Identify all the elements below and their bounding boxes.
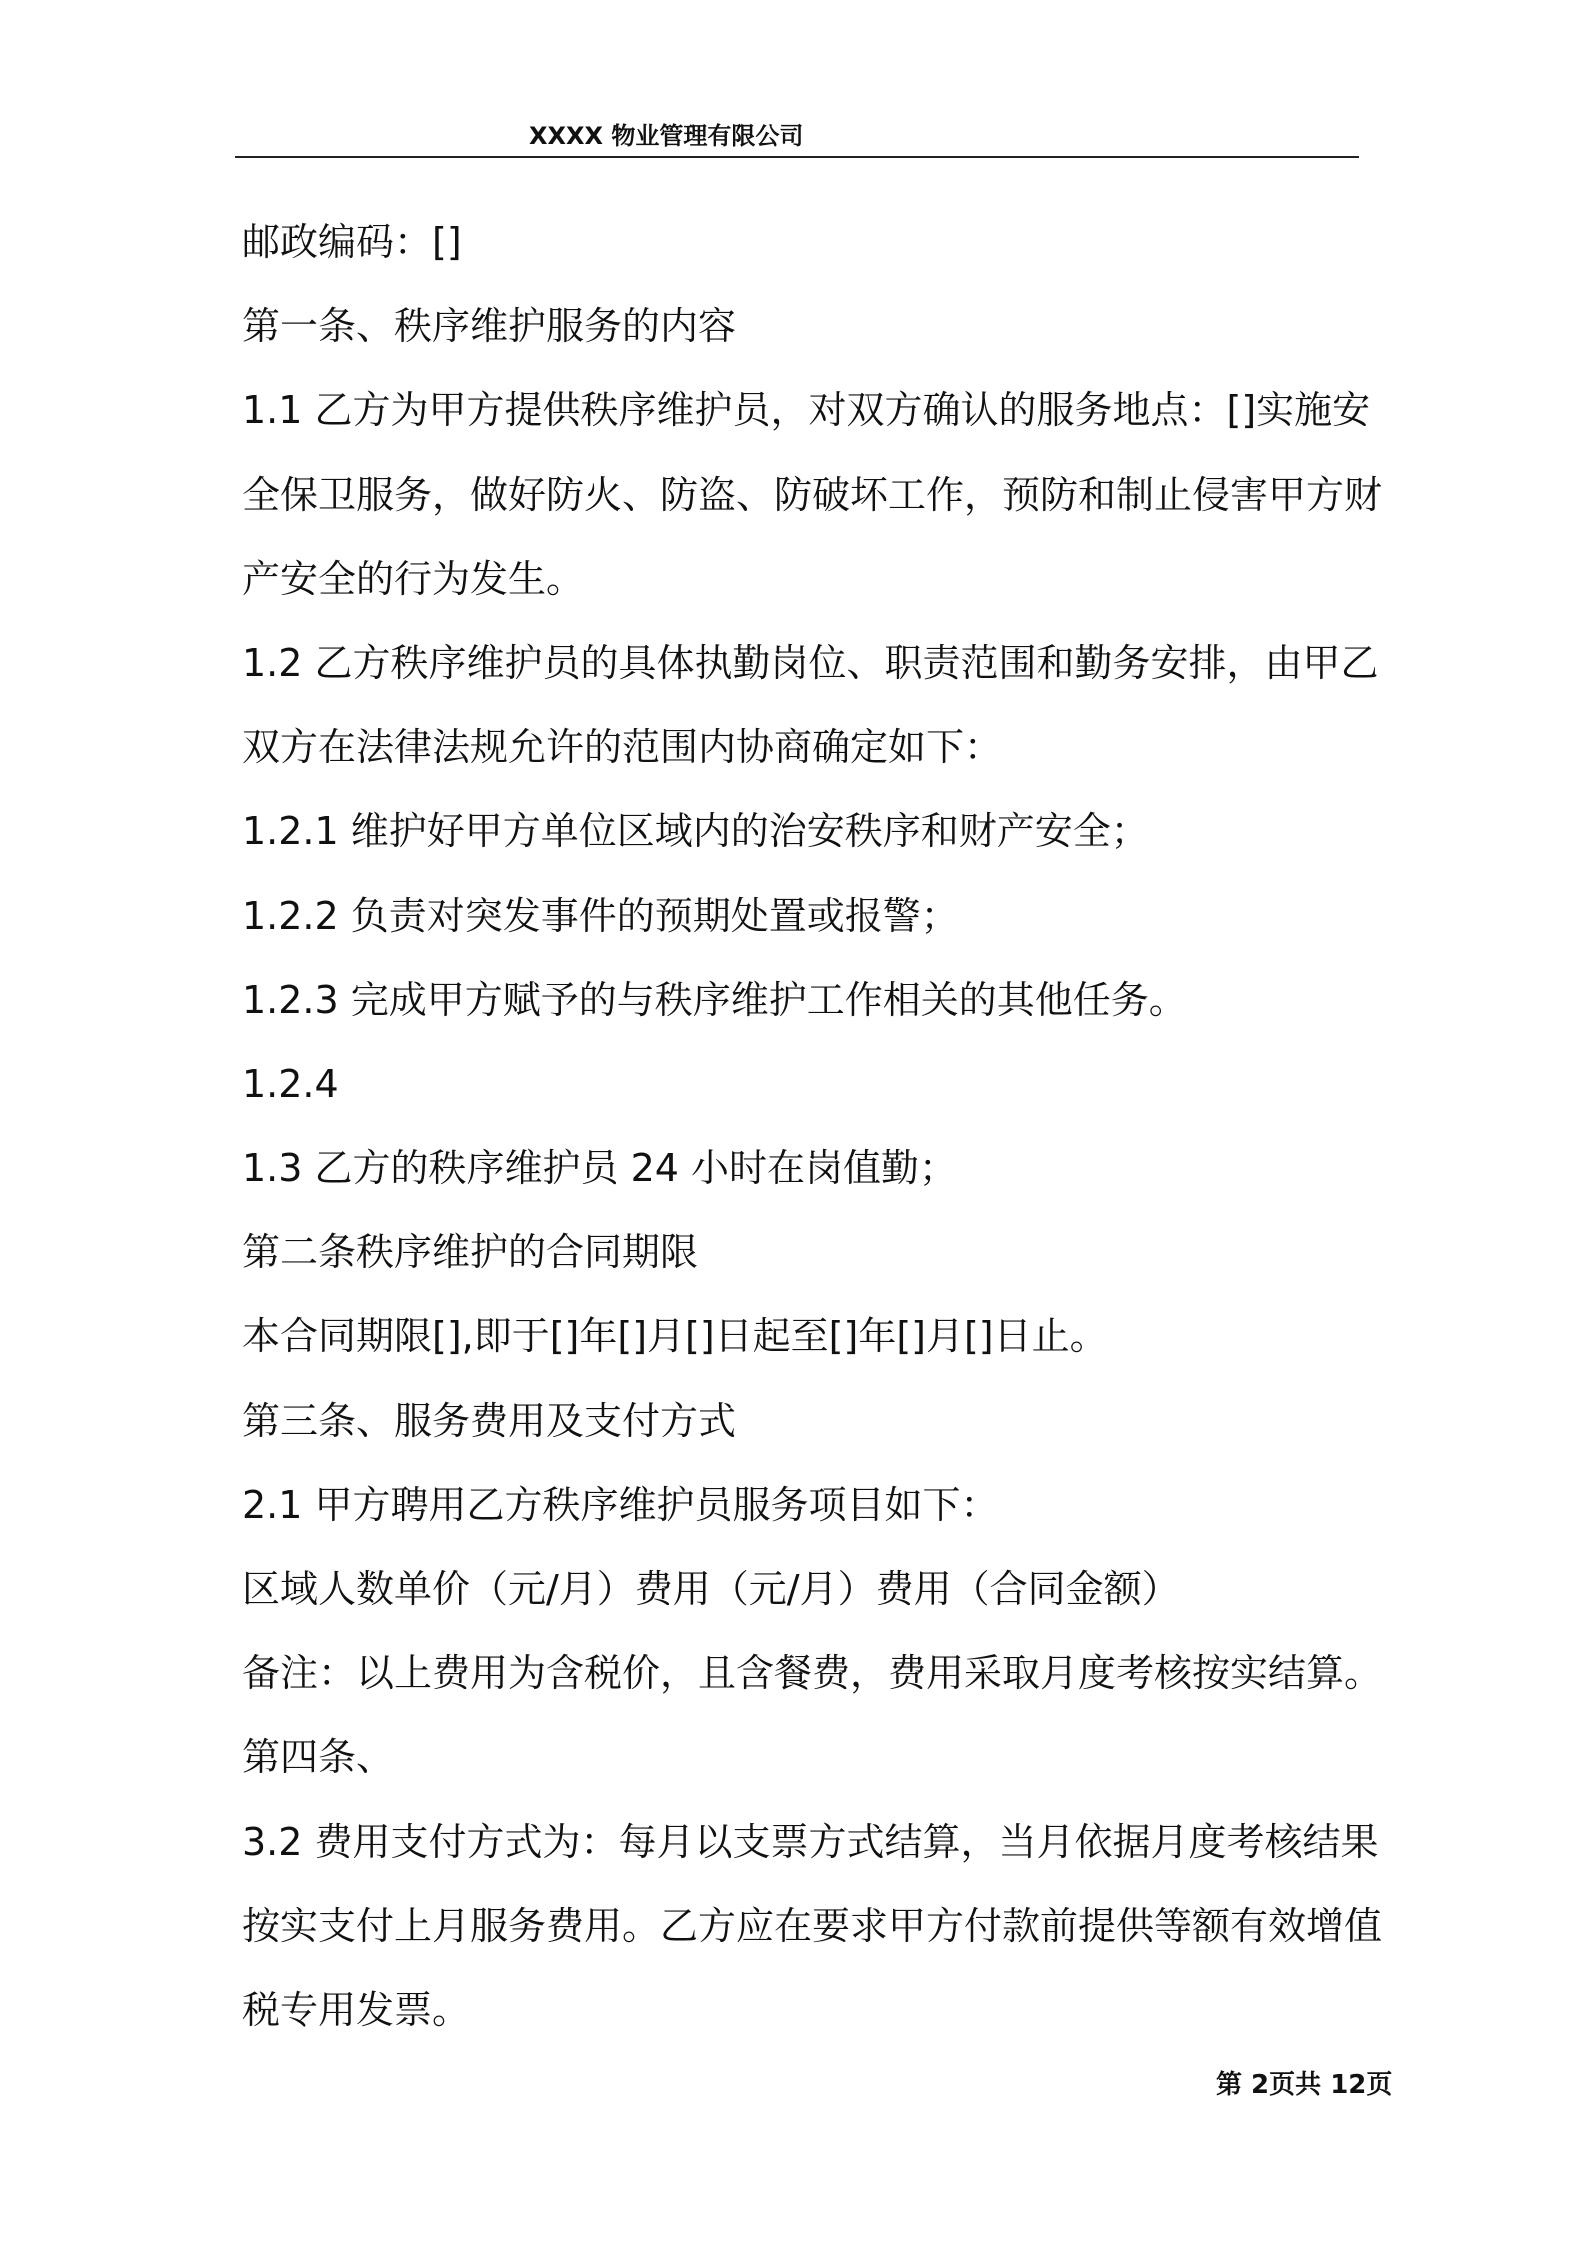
text-line: 税专用发票。 bbox=[242, 1987, 471, 2032]
section-heading: 第三条、服务费用及支付方式 bbox=[242, 1398, 737, 1443]
company-name: XXXX 物业管理有限公司 bbox=[529, 122, 804, 150]
section-heading: 第二条秩序维护的合同期限 bbox=[242, 1230, 699, 1275]
text-line: 本合同期限[],即于[]年[]月[]日起至[]年[]月[]日止。 bbox=[242, 1314, 1108, 1359]
text-line: 2.1 甲方聘用乙方秩序维护员服务项目如下： bbox=[242, 1482, 999, 1527]
section-heading: 第四条、 bbox=[242, 1735, 395, 1780]
text-line: 区域人数单价（元/月）费用（元/月）费用（合同金额） bbox=[242, 1567, 1180, 1611]
text-line: 1.2.2 负责对突发事件的预期处置或报警； bbox=[242, 893, 959, 938]
text-line: 1.2 乙方秩序维护员的具体执勤岗位、职责范围和勤务安排，由甲乙 bbox=[242, 640, 1379, 685]
text-line: 3.2 费用支付方式为：每月以支票方式结算，当月依据月度考核结果 bbox=[242, 1819, 1379, 1864]
text-line: 双方在法律法规允许的范围内协商确定如下： bbox=[242, 725, 1003, 770]
page-header bbox=[235, 110, 1359, 158]
text-line: 1.1 乙方为甲方提供秩序维护员，对双方确认的服务地点：[]实施安 bbox=[242, 388, 1371, 433]
text-line: 1.3 乙方的秩序维护员 24 小时在岗值勤； bbox=[242, 1146, 958, 1191]
text-line: 1.2.1 维护好甲方单位区域内的治安秩序和财产安全； bbox=[242, 809, 1149, 854]
text-line: 1.2.3 完成甲方赋予的与秩序维护工作相关的其他任务。 bbox=[242, 977, 1187, 1022]
text-line: 备注：以上费用为含税价，且含餐费，费用采取月度考核按实结算。 bbox=[242, 1651, 1383, 1696]
section-heading: 第一条、秩序维护服务的内容 bbox=[242, 304, 737, 349]
document-body bbox=[242, 200, 1383, 2052]
text-line: 全保卫服务，做好防火、防盗、防破坏工作，预防和制止侵害甲方财 bbox=[242, 472, 1383, 517]
text-line: 按实支付上月服务费用。乙方应在要求甲方付款前提供等额有效增值 bbox=[242, 1903, 1383, 1948]
page-number: 第 2页共 12页 bbox=[1216, 2070, 1393, 2100]
text-line: 邮政编码：[] bbox=[242, 220, 462, 264]
text-line: 1.2.4 bbox=[242, 1061, 339, 1106]
text-line: 产安全的行为发生。 bbox=[242, 556, 585, 601]
